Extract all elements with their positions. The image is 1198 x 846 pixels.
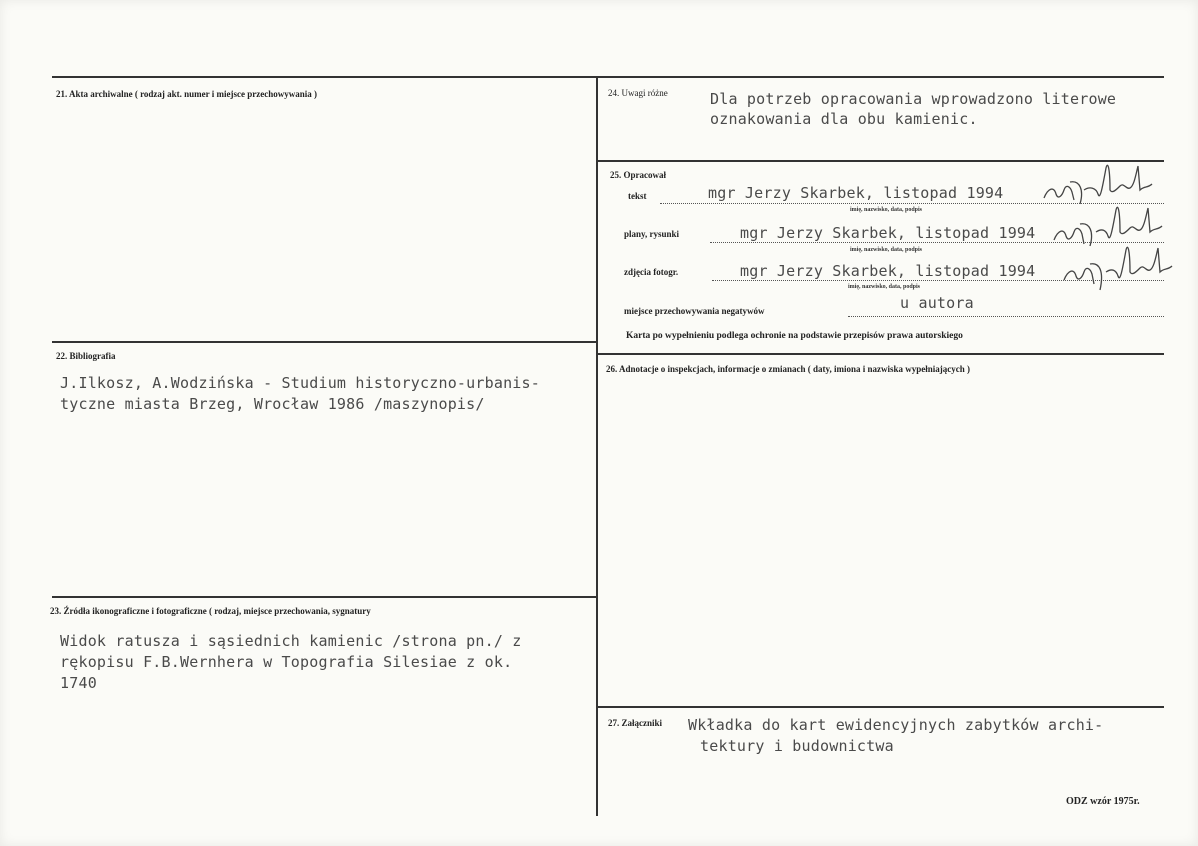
tekst-caption: imię, nazwisko, data, podpis — [850, 207, 923, 213]
form-id: ODZ wzór 1975r. — [1066, 796, 1140, 807]
plany-caption: imię, nazwisko, data, podpis — [850, 247, 923, 253]
bibliography-line-2: tyczne miasta Brzeg, Wrocław 1986 /maszynopis/ — [60, 395, 485, 413]
tekst-label: tekst — [628, 191, 647, 201]
plany-label: plany, rysunki — [624, 229, 680, 239]
zdjecia-label: zdjęcia fotogr. — [624, 267, 679, 277]
sources-line-2: rękopisu F.B.Wernhera w Topografia Silesiae z ok. — [60, 653, 513, 671]
section-25-label: 25. Opracował — [610, 170, 666, 180]
section-22-label: 22. Bibliografia — [56, 351, 116, 361]
sources-line-1: Widok ratusza i sąsiednich kamienic /strona pn./ z — [60, 632, 522, 650]
rule-21-22 — [52, 341, 596, 343]
remarks-line-1: Dla potrzeb opracowania wprowadzono literowe — [710, 90, 1117, 108]
zdjecia-value: mgr Jerzy Skarbek, listopad 1994 — [740, 262, 1036, 280]
sources-line-3: 1740 — [60, 674, 97, 692]
attachments-line-1: Wkładka do kart ewidencyjnych zabytków archi- — [688, 716, 1104, 734]
rule-26-27 — [596, 706, 1164, 708]
rule-25-26 — [596, 353, 1164, 355]
copyright-note: Karta po wypełnieniu podlega ochronie na podstawie przepisów prawa autorskiego — [626, 331, 963, 341]
section-27-label: 27. Załączniki — [608, 718, 663, 728]
tekst-value: mgr Jerzy Skarbek, listopad 1994 — [708, 184, 1004, 202]
miejsce-label: miejsce przechowywania negatywów — [624, 306, 765, 316]
section-26-label: 26. Adnotacje o inspekcjach, informacje o zmianach ( daty, imiona i nazwiska wypełniających ) — [606, 364, 970, 374]
bibliography-line-1: J.Ilkosz, A.Wodzińska - Studium historyczno-urbanis- — [60, 374, 540, 392]
section-24-label: 24. Uwagi różne — [608, 88, 668, 98]
section-23-label: 23. Źródła ikonograficzne i fotograficzne ( rodzaj, miejsce przechowania, sygnatury — [50, 606, 371, 616]
column-divider — [596, 76, 598, 816]
section-21-label: 21. Akta archiwalne ( rodzaj akt. numer i miejsce przechowywania ) — [56, 89, 317, 99]
zdjecia-caption: imię, nazwisko, data, podpis — [848, 284, 921, 290]
top-rule — [52, 76, 1164, 78]
signature-zdjecia — [1060, 238, 1180, 298]
remarks-line-2: oznakowania dla obu kamienic. — [710, 110, 978, 128]
rule-22-23 — [52, 596, 596, 598]
miejsce-value: u autora — [900, 294, 974, 312]
plany-value: mgr Jerzy Skarbek, listopad 1994 — [740, 224, 1036, 242]
attachments-line-2: tektury i budownictwa — [700, 737, 894, 755]
miejsce-dotted-line — [848, 316, 1164, 317]
